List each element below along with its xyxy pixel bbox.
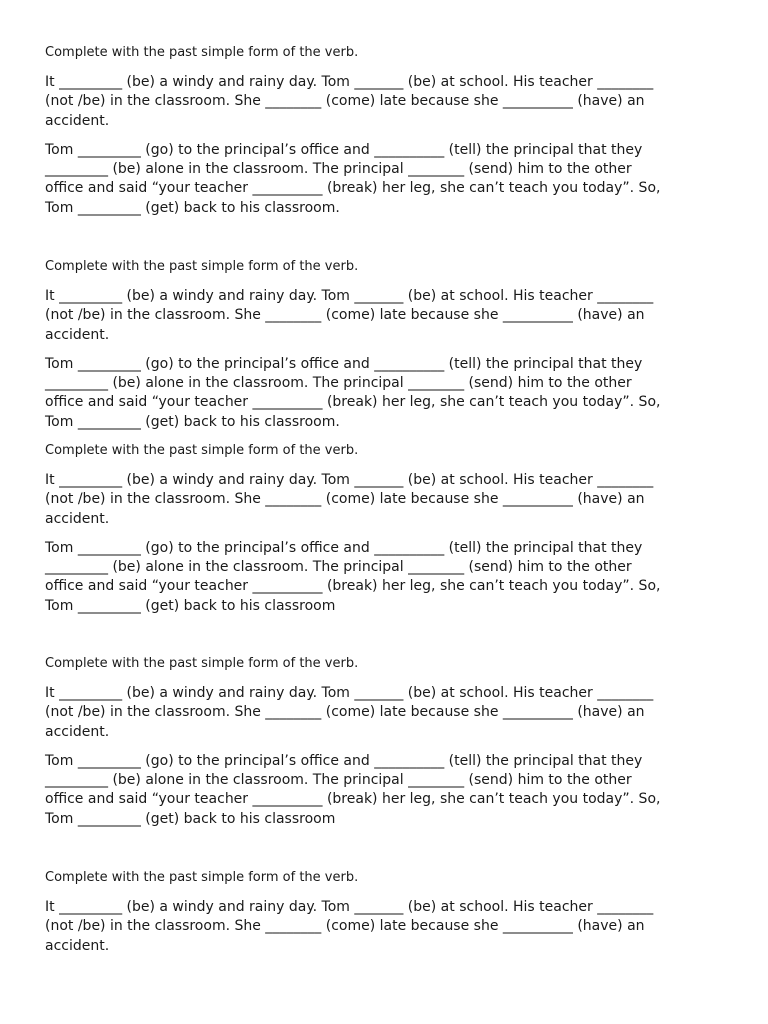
exercise-instruction: Complete with the past simple form of the verb. (45, 443, 359, 458)
exercise-5 (45, 870, 725, 956)
exercise-paragraph-2 (45, 752, 725, 829)
text-line: It _________ (be) a windy and rainy day. Tom _______ (be) at school. His teacher ________ (45, 74, 654, 90)
exercise-paragraph-1 (45, 684, 725, 742)
exercise-paragraph-2 (45, 539, 725, 616)
exercise-paragraph-1 (45, 73, 725, 131)
text-line: _________ (be) alone in the classroom. The principal ________ (send) him to the other (45, 161, 632, 178)
exercise-instruction: Complete with the past simple form of the verb. (45, 656, 359, 671)
text-line: Tom _________ (go) to the principal’s office and __________ (tell) the principal that they (45, 141, 643, 158)
text-line: accident. (45, 510, 110, 527)
text-line: (not /be) in the classroom. She ________ (come) late because she __________ (have) an (45, 307, 645, 324)
exercise-instruction: Complete with the past simple form of the verb. (45, 259, 359, 274)
text-line: Tom _________ (get) back to his classroom. (45, 199, 340, 216)
exercise-2 (45, 259, 725, 432)
exercise-paragraph-1 (45, 898, 725, 956)
text-line: (not /be) in the classroom. She ________ (come) late because she __________ (have) an (45, 491, 645, 508)
text-line: It _________ (be) a windy and rainy day. Tom _______ (be) at school. His teacher ________ (45, 472, 654, 488)
text-line: accident. (45, 326, 110, 343)
exercise-instruction: Complete with the past simple form of the verb. (45, 45, 359, 60)
text-line: It _________ (be) a windy and rainy day. Tom _______ (be) at school. His teacher ________ (45, 288, 654, 304)
exercise-paragraph-2 (45, 141, 725, 218)
text-line: (not /be) in the classroom. She ________ (come) late because she __________ (have) an (45, 918, 645, 935)
text-line: It _________ (be) a windy and rainy day. Tom _______ (be) at school. His teacher ________ (45, 685, 654, 701)
text-line: Tom _________ (go) to the principal’s office and __________ (tell) the principal that they (45, 539, 643, 556)
exercise-instruction: Complete with the past simple form of the verb. (45, 870, 359, 885)
text-line: _________ (be) alone in the classroom. The principal ________ (send) him to the other (45, 772, 632, 789)
exercise-paragraph-2 (45, 355, 725, 432)
text-line: (not /be) in the classroom. She ________ (come) late because she __________ (have) an (45, 704, 645, 721)
exercise-paragraph-1 (45, 471, 725, 529)
text-line: accident. (45, 112, 110, 129)
text-line: It _________ (be) a windy and rainy day. Tom _______ (be) at school. His teacher ________ (45, 899, 654, 915)
text-line: office and said “your teacher __________ (break) her leg, she can’t teach you today”. So, (45, 394, 661, 411)
text-line: Tom _________ (go) to the principal’s office and __________ (tell) the principal that they (45, 355, 643, 372)
text-line: accident. (45, 723, 110, 740)
text-line: _________ (be) alone in the classroom. The principal ________ (send) him to the other (45, 375, 632, 392)
exercise-paragraph-1 (45, 287, 725, 345)
text-line: Tom _________ (get) back to his classroom (45, 597, 336, 614)
text-line: office and said “your teacher __________ (break) her leg, she can’t teach you today”. So, (45, 791, 661, 808)
text-line: Tom _________ (get) back to his classroom (45, 810, 336, 827)
exercise-4 (45, 656, 725, 829)
text-line: accident. (45, 937, 110, 954)
text-line: Tom _________ (get) back to his classroom. (45, 413, 340, 430)
exercise-3 (45, 443, 725, 616)
exercise-1 (45, 45, 725, 218)
text-line: (not /be) in the classroom. She ________ (come) late because she __________ (have) an (45, 93, 645, 110)
text-line: _________ (be) alone in the classroom. The principal ________ (send) him to the other (45, 559, 632, 576)
text-line: office and said “your teacher __________ (break) her leg, she can’t teach you today”. So, (45, 180, 661, 197)
text-line: office and said “your teacher __________ (break) her leg, she can’t teach you today”. So, (45, 578, 661, 595)
text-line: Tom _________ (go) to the principal’s office and __________ (tell) the principal that they (45, 752, 643, 769)
